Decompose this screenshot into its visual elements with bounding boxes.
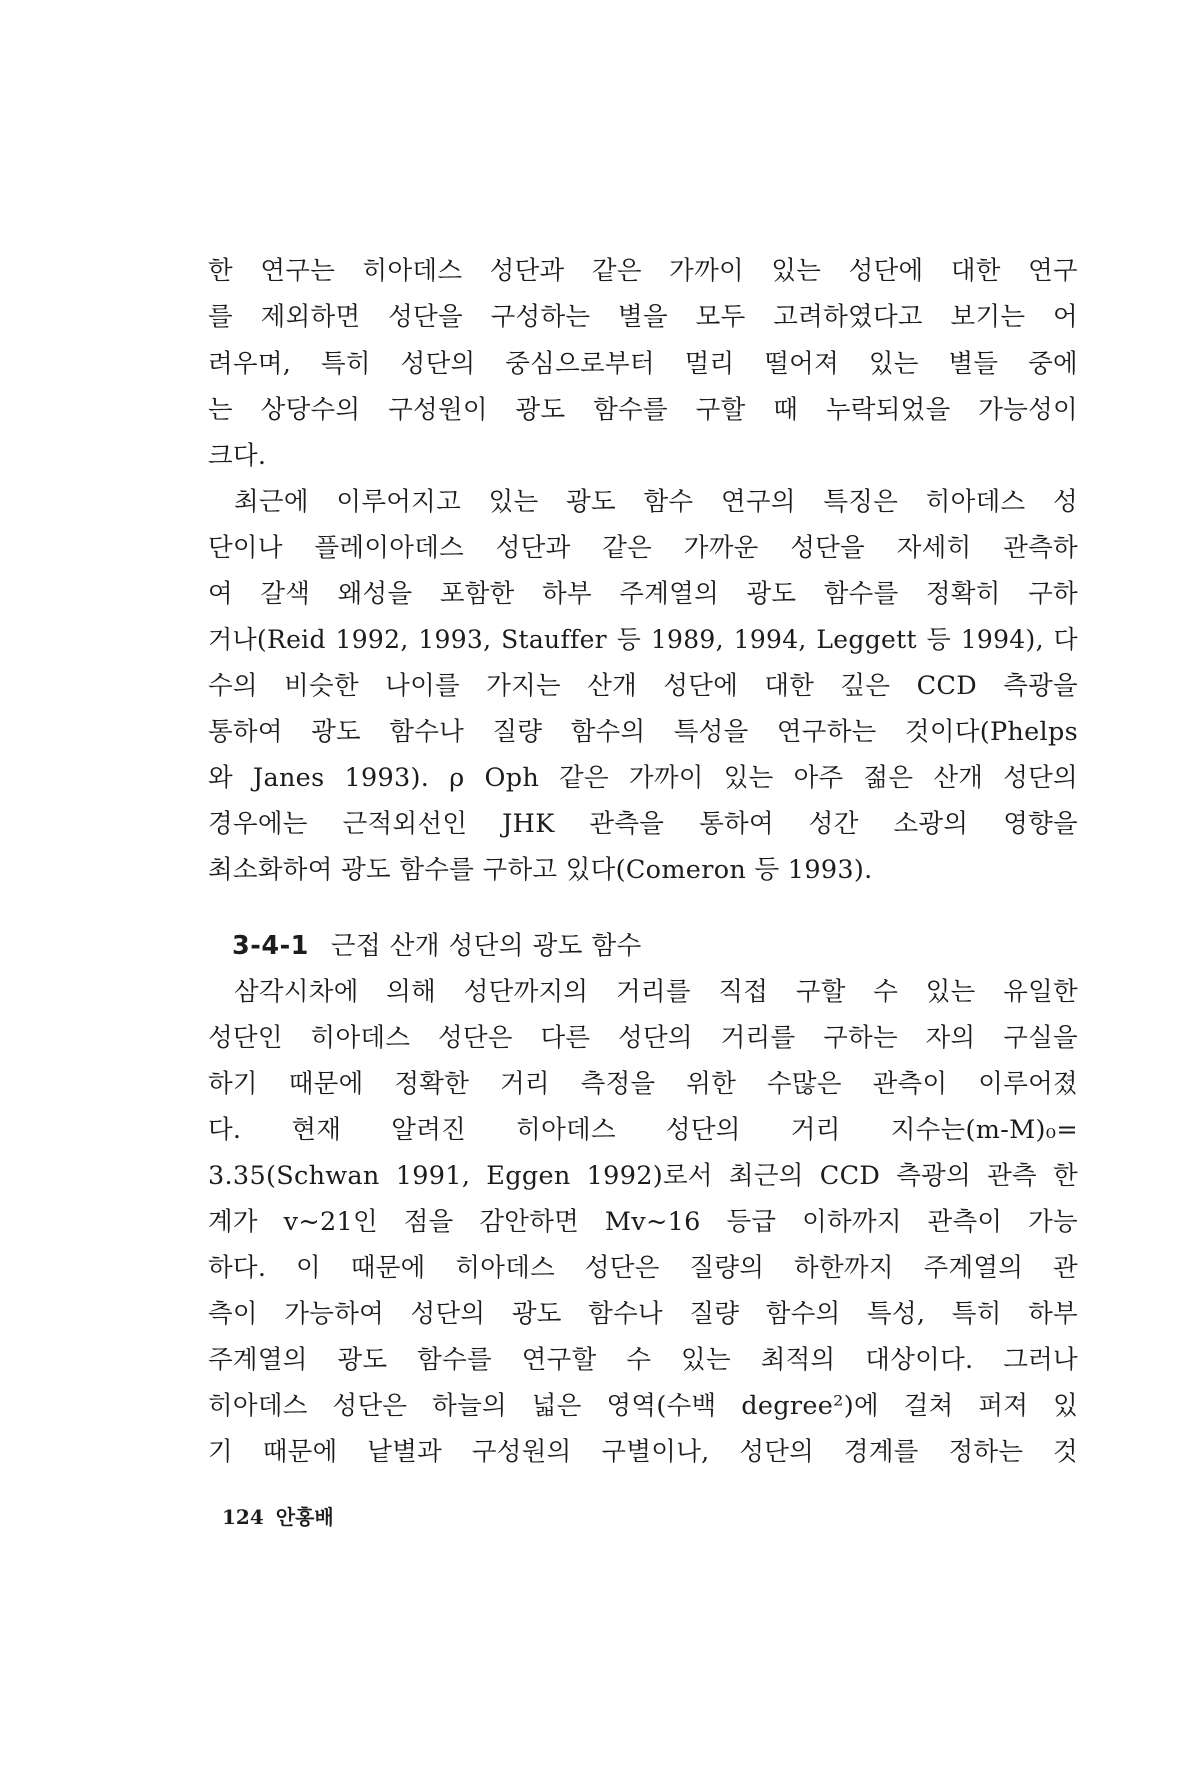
text-line: 기 때문에 낱별과 구성원의 구별이나, 성단의 경계를 정하는 것 <box>208 1437 1078 1467</box>
text-line: 수의 비슷한 나이를 가지는 산개 성단에 대한 깊은 CCD 측광을 <box>208 671 1078 701</box>
text-line: 최근에 이루어지고 있는 광도 함수 연구의 특징은 히아데스 성 <box>234 487 1078 517</box>
text-line: 삼각시차에 의해 성단까지의 거리를 직접 구할 수 있는 유일한 <box>234 977 1078 1007</box>
text-line: 크다. <box>208 441 267 471</box>
text-line: 려우며, 특히 성단의 중심으로부터 멀리 떨어져 있는 별들 중에 <box>208 349 1078 379</box>
text-line: 와 Janes 1993). ρ Oph 같은 가까이 있는 아주 젊은 산개 성단의 <box>208 763 1078 793</box>
text-line: 주계열의 광도 함수를 연구할 수 있는 최적의 대상이다. 그러나 <box>208 1345 1078 1375</box>
text-line: 다. 현재 알려진 히아데스 성단의 거리 지수는(m-M)₀= <box>208 1115 1078 1145</box>
text-line: 한 연구는 히아데스 성단과 같은 가까이 있는 성단에 대한 연구 <box>208 256 1078 286</box>
page-number: 124 <box>222 1505 264 1529</box>
text-line: 는 상당수의 구성원이 광도 함수를 구할 때 누락되었을 가능성이 <box>208 395 1078 425</box>
text-line: 통하여 광도 함수나 질량 함수의 특성을 연구하는 것이다(Phelps <box>208 717 1078 747</box>
text-line: 하다. 이 때문에 히아데스 성단은 질량의 하한까지 주계열의 관 <box>208 1253 1078 1283</box>
text-line: 를 제외하면 성단을 구성하는 별을 모두 고려하였다고 보기는 어 <box>208 302 1078 332</box>
section-number: 3-4-1 <box>232 931 309 961</box>
text-line: 단이나 플레이아데스 성단과 같은 가까운 성단을 자세히 관측하 <box>208 533 1078 563</box>
text-line: 성단인 히아데스 성단은 다른 성단의 거리를 구하는 자의 구실을 <box>208 1023 1078 1053</box>
text-line: 3.35(Schwan 1991, Eggen 1992)로서 최근의 CCD 측광의 관측 한 <box>208 1161 1078 1191</box>
section-heading <box>232 926 642 966</box>
text-line: 경우에는 근적외선인 JHK 관측을 통하여 성간 소광의 영향을 <box>208 809 1078 839</box>
text-line: 최소화하여 광도 함수를 구하고 있다(Comeron 등 1993). <box>208 855 873 885</box>
page-footer <box>222 1502 334 1532</box>
text-line: 하기 때문에 정확한 거리 측정을 위한 수많은 관측이 이루어졌 <box>208 1069 1078 1099</box>
section-title: 근접 산개 성단의 광도 함수 <box>330 931 642 961</box>
text-line: 계가 v~21인 점을 감안하면 Mv~16 등급 이하까지 관측이 가능 <box>208 1207 1078 1237</box>
text-line: 거나(Reid 1992, 1993, Stauffer 등 1989, 1994, Leggett 등 1994), 다 <box>208 625 1078 654</box>
text-line: 측이 가능하여 성단의 광도 함수나 질량 함수의 특성, 특히 하부 <box>208 1299 1078 1329</box>
text-line: 히아데스 성단은 하늘의 넓은 영역(수백 degree²)에 걸쳐 퍼져 있 <box>208 1391 1078 1421</box>
footer-author: 안홍배 <box>275 1505 334 1529</box>
text-line: 여 갈색 왜성을 포함한 하부 주계열의 광도 함수를 정확히 구하 <box>208 579 1078 609</box>
